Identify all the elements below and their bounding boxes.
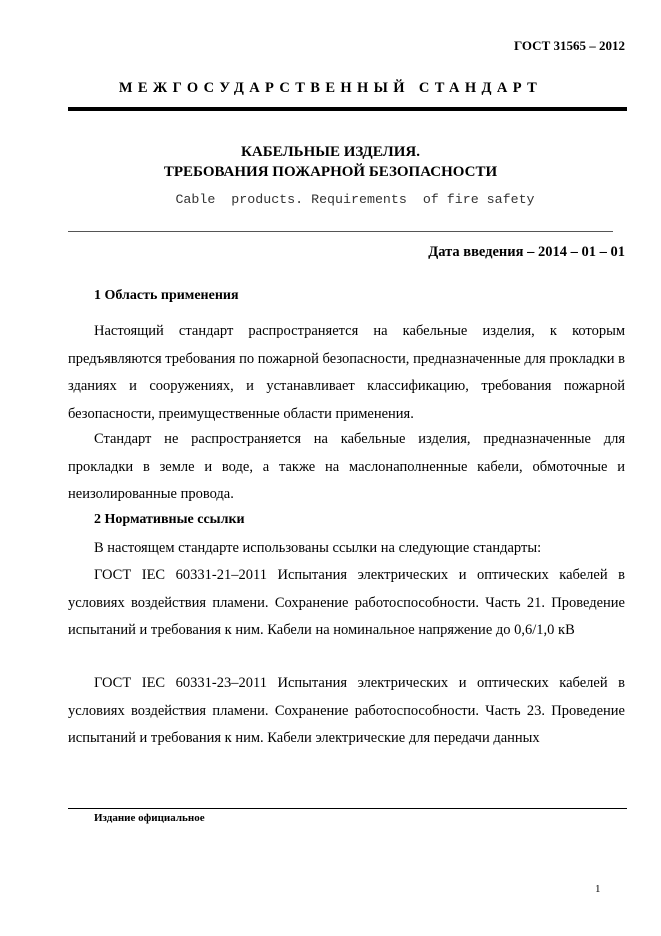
paragraph: Настоящий стандарт распространяется на кабельные изделия, к которым предъявляются требования по пожарной безопасности, предназначенные для прокладки в зданиях и сооружениях, и устанавливает классификацию, требования пожарной безопасности, преимущественные области применения.	[68, 323, 625, 422]
page-number: 1	[595, 883, 601, 895]
reference-item: ГОСТ IEC 60331-21–2011 Испытания электрических и оптических кабелей в условиях воздействия пламени. Сохранение работоспособности. Часть 21. Проведение испытаний и требования к ним. Кабели на номинальное напряжение до 0,6/1,0 кВ	[68, 567, 625, 638]
header-divider	[68, 107, 627, 111]
title-divider	[68, 231, 613, 232]
english-title: Cable products. Requirements of fire safety	[175, 192, 535, 207]
standard-type: МЕЖГОСУДАРСТВЕННЫЙ СТАНДАРТ	[118, 80, 543, 96]
reference-item: ГОСТ IEC 60331-23–2011 Испытания электрических и оптических кабелей в условиях воздействия пламени. Сохранение работоспособности. Часть 23. Проведение испытаний и требования к ним. Кабели электрические для передачи данных	[68, 675, 625, 746]
paragraph: В настоящем стандарте использованы ссылки на следующие стандарты:	[94, 540, 542, 556]
document-code: ГОСТ 31565 – 2012	[513, 38, 625, 53]
edition-label: Издание официальное	[94, 812, 205, 824]
section-heading-normative-references: 2 Нормативные ссылки	[94, 512, 245, 527]
paragraph: Стандарт не распространяется на кабельные изделия, предназначенные для прокладки в земле и воде, а также на маслонаполненные кабели, обмоточные и неизолированные провода.	[68, 431, 625, 502]
footer-divider	[68, 808, 627, 809]
document-title-line-2: ТРЕБОВАНИЯ ПОЖАРНОЙ БЕЗОПАСНОСТИ	[163, 164, 498, 180]
introduction-date: Дата введения – 2014 – 01 – 01	[428, 244, 625, 260]
document-title-line-1: КАБЕЛЬНЫЕ ИЗДЕЛИЯ.	[241, 144, 420, 160]
section-heading-scope: 1 Область применения	[94, 288, 239, 303]
